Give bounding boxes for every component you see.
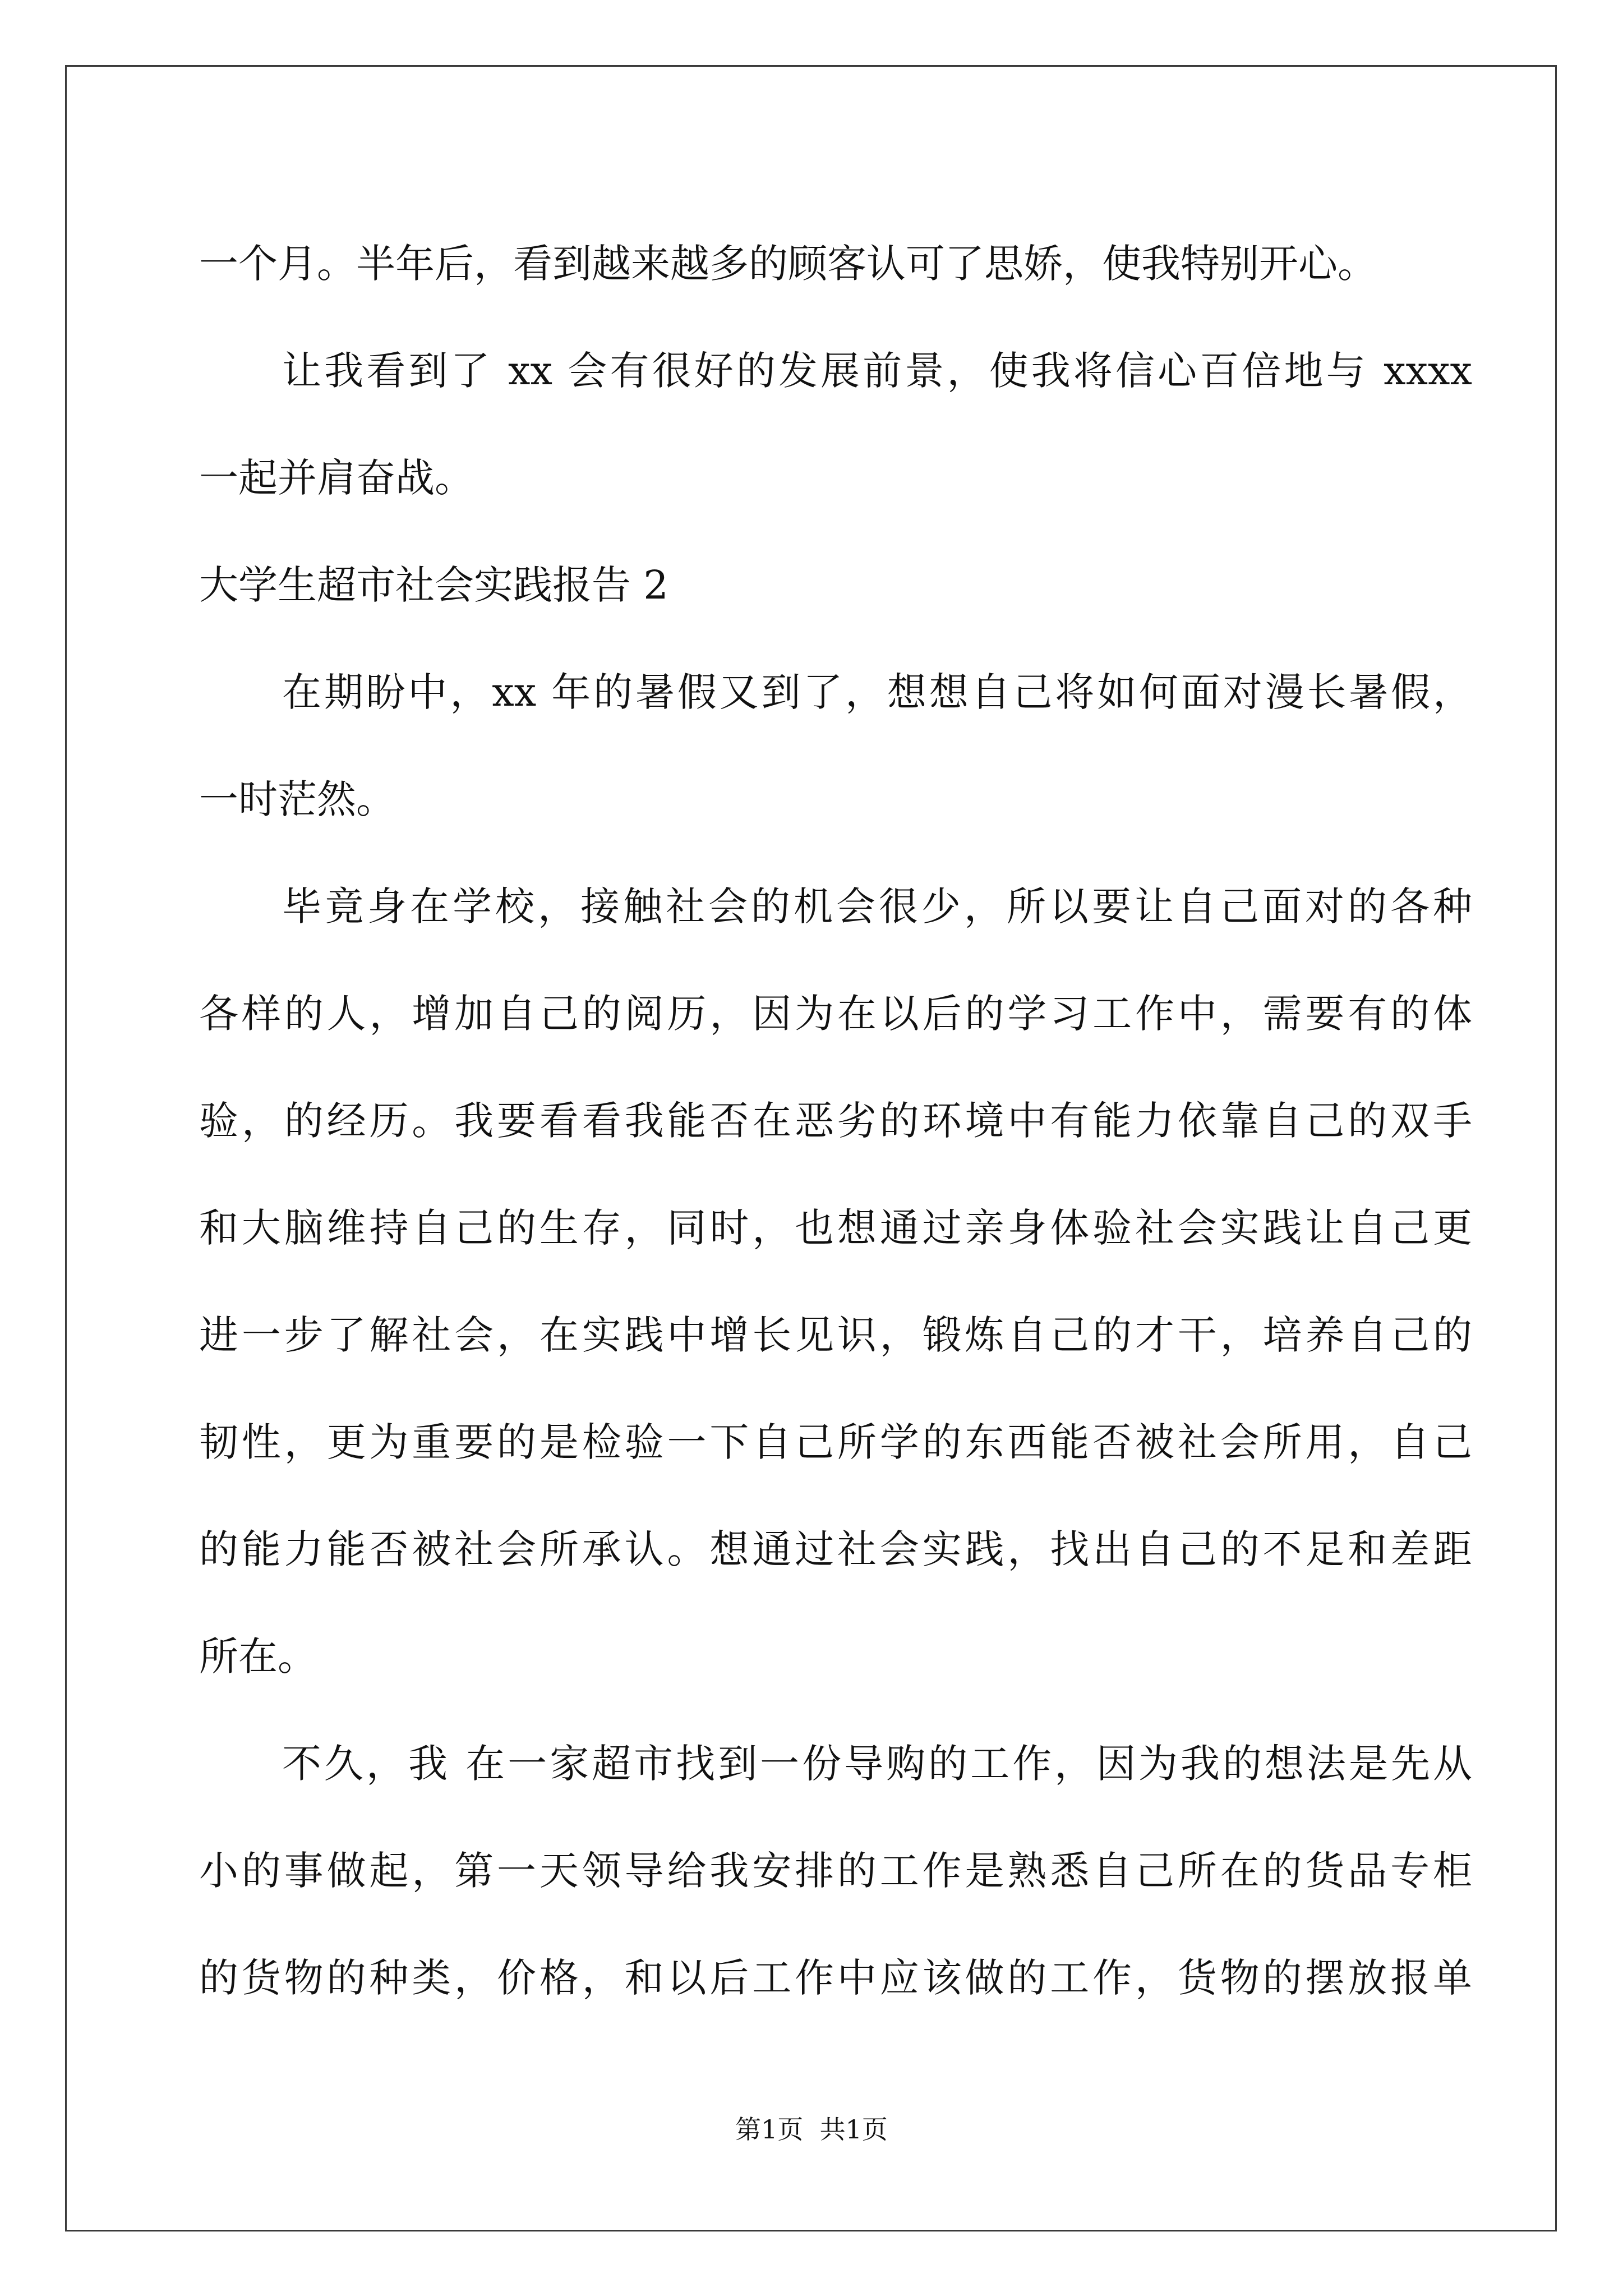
- text-line: 的货物的种类，价格，和以后工作中应该做的工作，货物的摆放报单: [199, 1955, 1472, 2001]
- text-line: 一起并肩奋战。: [199, 455, 474, 501]
- section-heading: 大学生超市社会实践报告 2: [199, 562, 668, 608]
- text-line: 所在。: [199, 1634, 317, 1680]
- text-line: 韧性，更为重要的是检验一下自己所学的东西能否被社会所用，自己: [199, 1419, 1472, 1465]
- text-line: 毕竟身在学校，接触社会的机会很少，所以要让自己面对的各种: [282, 884, 1472, 930]
- text-line: 不久，我 在一家超市找到一份导购的工作，因为我的想法是先从: [282, 1741, 1472, 1787]
- text-line: 一时茫然。: [199, 776, 395, 822]
- text-line: 的能力能否被社会所承认。想通过社会实践，找出自己的不足和差距: [199, 1526, 1472, 1572]
- text-line: 在期盼中，xx 年的暑假又到了，想想自己将如何面对漫长暑假，: [282, 669, 1472, 715]
- text-line: 进一步了解社会，在实践中增长见识，锻炼自己的才干，培养自己的: [199, 1312, 1472, 1358]
- text-line: 验，的经历。我要看看我能否在恶劣的环境中有能力依靠自己的双手: [199, 1098, 1472, 1144]
- text-line: 一个月。半年后，看到越来越多的顾客认可了思娇，使我特别开心。: [199, 241, 1377, 287]
- text-line: 各样的人，增加自己的阅历，因为在以后的学习工作中，需要有的体: [199, 991, 1472, 1037]
- text-line: 和大脑维持自己的生存，同时，也想通过亲身体验社会实践让自己更: [199, 1205, 1472, 1251]
- page-number-footer: 第1页 共1页: [735, 2114, 888, 2145]
- text-line: 小的事做起，第一天领导给我安排的工作是熟悉自己所在的货品专柜: [199, 1848, 1472, 1894]
- document-body: [199, 210, 1472, 2032]
- text-line: 让我看到了 xx 会有很好的发展前景，使我将信心百倍地与 xxxx: [282, 348, 1472, 394]
